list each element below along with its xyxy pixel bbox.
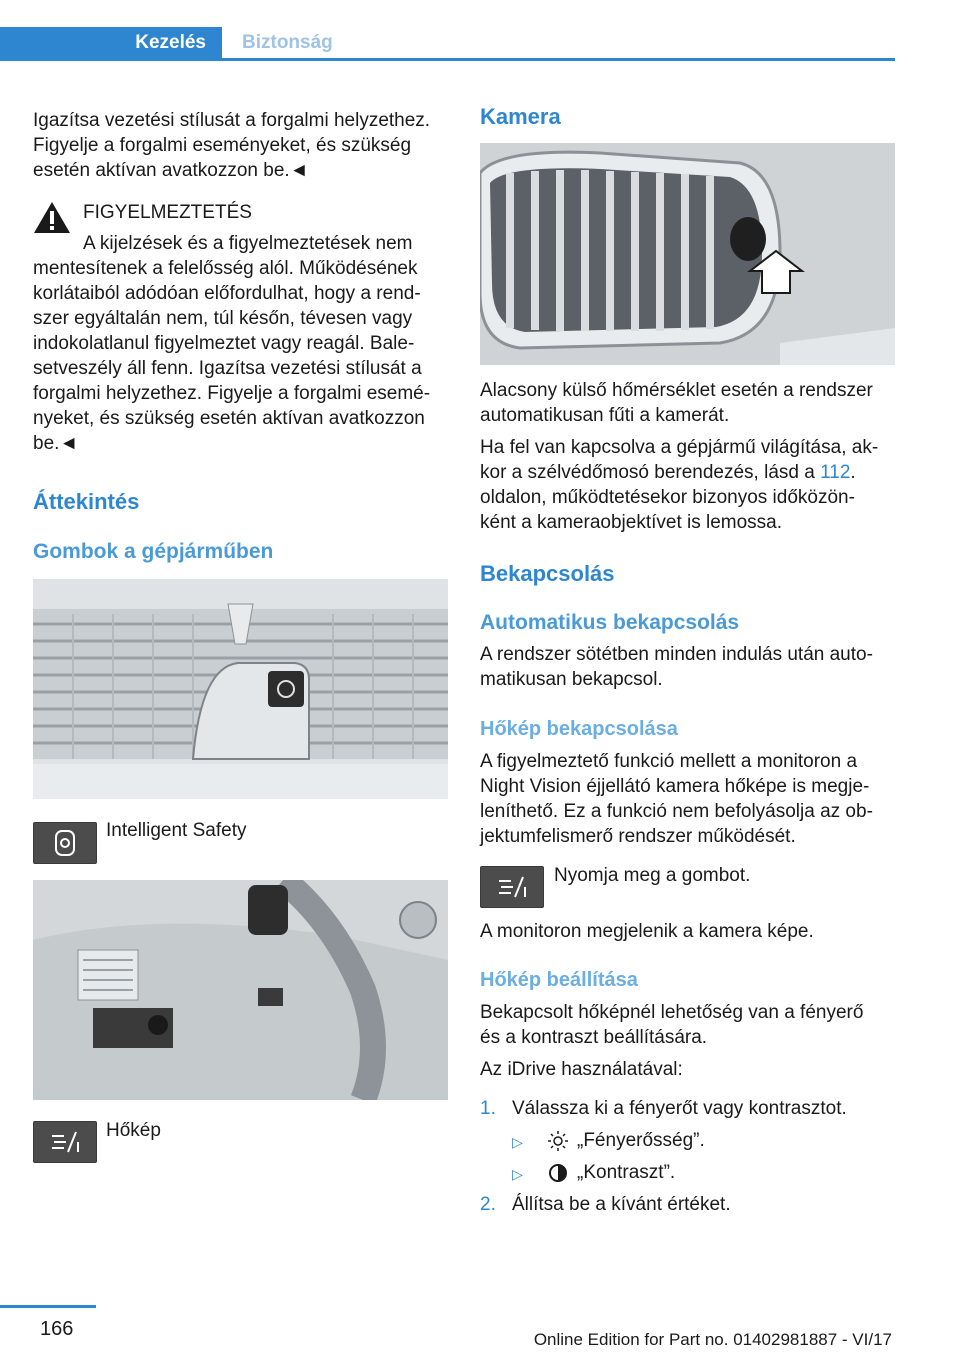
intelligent-safety-button-icon <box>33 822 97 864</box>
page-link-112[interactable]: 112 <box>820 462 851 483</box>
camera-line-2: automatikusan fűti a kamerát. <box>480 405 730 426</box>
heading-thermal-on: Hőkép bekapcsolása <box>480 718 678 740</box>
thermal-on-line-3: leníthető. Ez a funkció nem befolyásolja az ob‐ <box>480 801 873 822</box>
camera-line-1: Alacsony külső hőmérséklet esetén a rendszer <box>480 380 873 401</box>
heading-auto: Automatikus bekapcsolás <box>480 611 740 634</box>
camera-line-4-text: kor a szélvédőmosó berendezés, lásd a <box>480 462 821 483</box>
thermal-image-button-icon-2 <box>480 866 544 908</box>
tab-biztonsag[interactable]: Biztonság <box>242 32 333 53</box>
press-button-text: Nyomja meg a gombot. <box>554 865 751 886</box>
heading-buttons: Gombok a gépjárműben <box>33 540 274 563</box>
step-1 <box>480 1096 900 1121</box>
warning-line-8: nyeket, és szükség esetén aktívan avatkozzon <box>33 408 425 429</box>
heading-on: Bekapcsolás <box>480 561 615 586</box>
auto-line-1: A rendszer sötétben minden indulás után auto‐ <box>480 644 873 665</box>
intro-line-3: esetén aktívan avatkozzon be.◄ <box>33 160 309 181</box>
camera-photo <box>480 143 895 365</box>
sub-item-brightness-text: „Fényerősség”. <box>577 1130 705 1151</box>
camera-line-6: ként a kameraobjektívet is lemossa. <box>480 512 783 533</box>
warning-line-6: setveszély áll fenn. Igazítsa vezetési stílusát a <box>33 358 422 379</box>
intro-line-1: Igazítsa vezetési stílusát a forgalmi helyzethez. <box>33 110 431 131</box>
warning-line-2: mentesítenek a felelősség alól. Működésének <box>33 258 418 279</box>
step-1-number: 1. <box>480 1098 496 1119</box>
button1-label: Intelligent Safety <box>106 820 247 841</box>
step-2-number: 2. <box>480 1194 496 1215</box>
button2-label: Hőkép <box>106 1120 161 1141</box>
footer-rule <box>0 1305 96 1308</box>
camera-line-4 <box>480 460 900 485</box>
auto-line-2: matikusan bekapcsol. <box>480 669 663 690</box>
camera-line-5: oldalon, működtetésekor bizonyos időközön‐ <box>480 487 855 508</box>
step-2-text: Állítsa be a kívánt értéket. <box>512 1194 731 1215</box>
thermal-set-line-1: Bekapcsolt hőképnél lehetőség van a fényerő <box>480 1002 864 1023</box>
tab-kezeles[interactable]: Kezelés <box>0 27 222 58</box>
thermal-on-line-4: jektumfelismerő rendszer működését. <box>480 826 796 847</box>
sub-item-brightness <box>512 1128 902 1153</box>
camera-line-4-end: . <box>850 462 856 483</box>
page-number: 166 <box>40 1318 74 1340</box>
heading-camera: Kamera <box>480 104 561 129</box>
warning-line-1: A kijelzések és a figyelmeztetések nem <box>83 233 413 254</box>
contrast-icon <box>548 1163 568 1183</box>
step-2 <box>480 1192 900 1217</box>
step-1-text: Válassza ki a fényerőt vagy kontrasztot. <box>512 1098 847 1119</box>
header-rule <box>0 58 895 61</box>
thermal-image-button-icon <box>33 1121 97 1163</box>
warning-icon <box>33 200 71 234</box>
header-tabs <box>0 27 895 61</box>
idrive-text: Az iDrive használatával: <box>480 1059 683 1080</box>
warning-line-4: szer egyáltalán nem, túl későn, tévesen vagy <box>33 308 413 329</box>
sub-item-contrast-text: „Kontraszt”. <box>577 1162 676 1183</box>
intro-line-2: Figyelje a forgalmi eseményeket, és szükség <box>33 135 412 156</box>
heading-thermal-set: Hőkép beállítása <box>480 969 638 991</box>
grille-photo <box>33 579 448 799</box>
triangle-bullet-icon: ▷ <box>512 1134 523 1150</box>
edition-text: Online Edition for Part no. 01402981887 - VI/17 <box>533 1330 892 1349</box>
sub-item-contrast <box>512 1160 902 1185</box>
warning-line-5: indokolatlanul figyelmeztet vagy reagál. Bale‐ <box>33 333 415 354</box>
warning-title: FIGYELMEZTETÉS <box>83 202 252 223</box>
warning-line-7: forgalmi helyzethez. Figyelje a forgalmi esemé‐ <box>33 383 431 404</box>
monitor-text: A monitoron megjelenik a kamera képe. <box>480 921 814 942</box>
brightness-icon <box>548 1131 568 1151</box>
triangle-bullet-icon: ▷ <box>512 1166 523 1182</box>
warning-line-9: be.◄ <box>33 433 79 454</box>
camera-line-3: Ha fel van kapcsolva a gépjármű világítása, ak‐ <box>480 437 879 458</box>
dashboard-photo <box>33 880 448 1100</box>
thermal-on-line-1: A figyelmeztető funkció mellett a monitoron a <box>480 751 858 772</box>
warning-line-3: korlátaiból adódóan előfordulhat, hogy a rend‐ <box>33 283 421 304</box>
heading-overview: Áttekintés <box>33 489 140 514</box>
thermal-on-line-2: Night Vision éjjellátó kamera hőképe is megje‐ <box>480 776 870 797</box>
thermal-set-line-2: és a kontraszt beállítására. <box>480 1027 708 1048</box>
